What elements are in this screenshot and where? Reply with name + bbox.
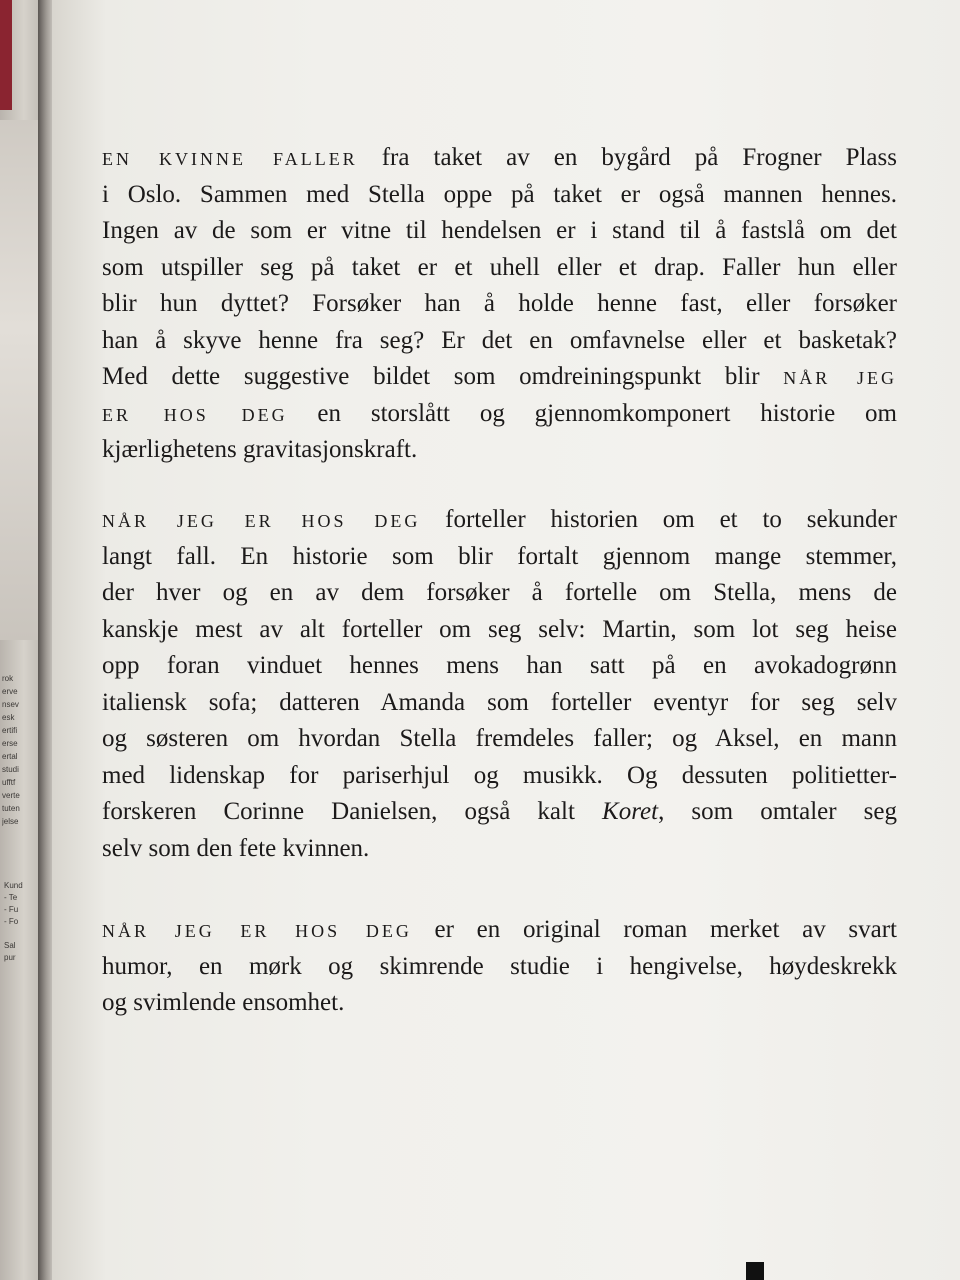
paragraph-line: han å skyve henne fra seg? Er det en omfavnelse eller et basketak? [102,326,897,354]
line-text: , som omtaler seg [658,798,898,825]
line-text: forteller historien om et to sekunder [420,506,897,533]
paragraph-line: opp foran vinduet hennes mens han satt på en avokadogrønn [102,652,897,679]
paragraph-line [102,502,897,539]
paragraph-line: med lidenskap for pariserhjul og musikk. Og dessuten politietter- [102,761,897,789]
paragraph-line [102,912,897,949]
paragraph-line [102,140,897,177]
adjacent-text-line: nsev [2,700,19,709]
paragraph-line: og svimlende ensomhet. [102,989,345,1016]
adjacent-text-line: erve [2,687,18,696]
small-caps-lead: en kvinne faller [102,144,358,171]
adjacent-text-line: - Te [4,893,18,902]
paragraph-line: italiensk sofa; datteren Amanda som forteller eventyr for seg selv [102,688,897,716]
paper-fold [0,120,40,640]
adjacent-text-line: erse [2,739,18,748]
adjacent-text-line: verte [2,791,20,800]
paragraph-line: kanskje mest av alt forteller om seg selv: Martin, som lot seg heise [102,615,897,643]
adjacent-text-line: ertifi [2,726,18,735]
paragraph-line: og søsteren om hvordan Stella fremdeles faller; og Aksel, en mann [102,725,897,752]
adjacent-text-line: jelse [2,817,19,826]
line-text: forskeren Corinne Danielsen, også kalt [102,798,603,825]
small-caps-lead: når jeg er hos deg [102,916,412,943]
small-caps-title: er hos deg [102,399,288,427]
adjacent-page-text-top [2,672,36,828]
line-text: Med dette suggestive bildet som omdreiningspunkt blir [102,363,784,390]
paragraph-3 [102,912,897,1022]
paragraph-line: der hver og en av dem forsøker å fortelle om Stella, mens de [102,579,897,606]
paragraph-line [102,359,897,396]
line-text: en storslått og gjennomkomponert historie om [287,399,897,427]
adjacent-text-line: - Fo [4,917,19,926]
line-text: er en original roman merket av svart [411,916,897,943]
adjacent-text-line: esk [2,713,15,722]
adjacent-page-text-bottom [4,880,36,964]
italic-name: Koret [602,798,659,825]
adjacent-text-line: - Fu [4,905,19,914]
paragraph-line: Ingen av de som er vitne til hendelsen er i stand til å fastslå om det [102,217,897,244]
adjacent-text-line [4,928,36,940]
paragraph-line [102,396,897,433]
adjacent-text-line: Sal [4,941,16,950]
red-cover-strip [0,0,12,110]
paragraph-1 [102,140,897,469]
paragraph-line: langt fall. En historie som blir fortalt gjennom mange stemmer, [102,542,897,570]
book-page [52,0,960,1280]
adjacent-text-line: ufftf [2,778,16,787]
adjacent-text-line: tuten [2,804,20,813]
paragraph-line: kjærlighetens gravitasjonskraft. [102,436,418,463]
small-caps-lead: når jeg er hos deg [102,506,421,533]
paragraph-line: humor, en mørk og skimrende studie i hengivelse, høydeskrekk [102,952,897,980]
adjacent-text-line: Kund [4,881,23,890]
paragraph-line: selv som den fete kvinnen. [102,834,370,862]
adjacent-text-line: rok [2,674,14,683]
paragraph-line: i Oslo. Sammen med Stella oppe på taket er også mannen hennes. [102,180,897,208]
paragraph-2 [102,502,897,867]
small-caps-title: når jeg [783,363,897,390]
adjacent-page-edge [0,0,40,1280]
adjacent-text-line: studi [2,765,19,774]
barcode-edge-mark [746,1262,764,1280]
paragraph-line: blir hun dyttet? Forsøker han å holde henne fast, eller forsøker [102,290,897,317]
paragraph-line [102,794,897,831]
adjacent-text-line: pur [4,953,16,962]
line-text: fra taket av en bygård på Frogner Plass [357,144,897,171]
adjacent-text-line: ertal [2,752,18,761]
paragraph-line: som utspiller seg på taket er et uhell eller et drap. Faller hun eller [102,253,897,281]
